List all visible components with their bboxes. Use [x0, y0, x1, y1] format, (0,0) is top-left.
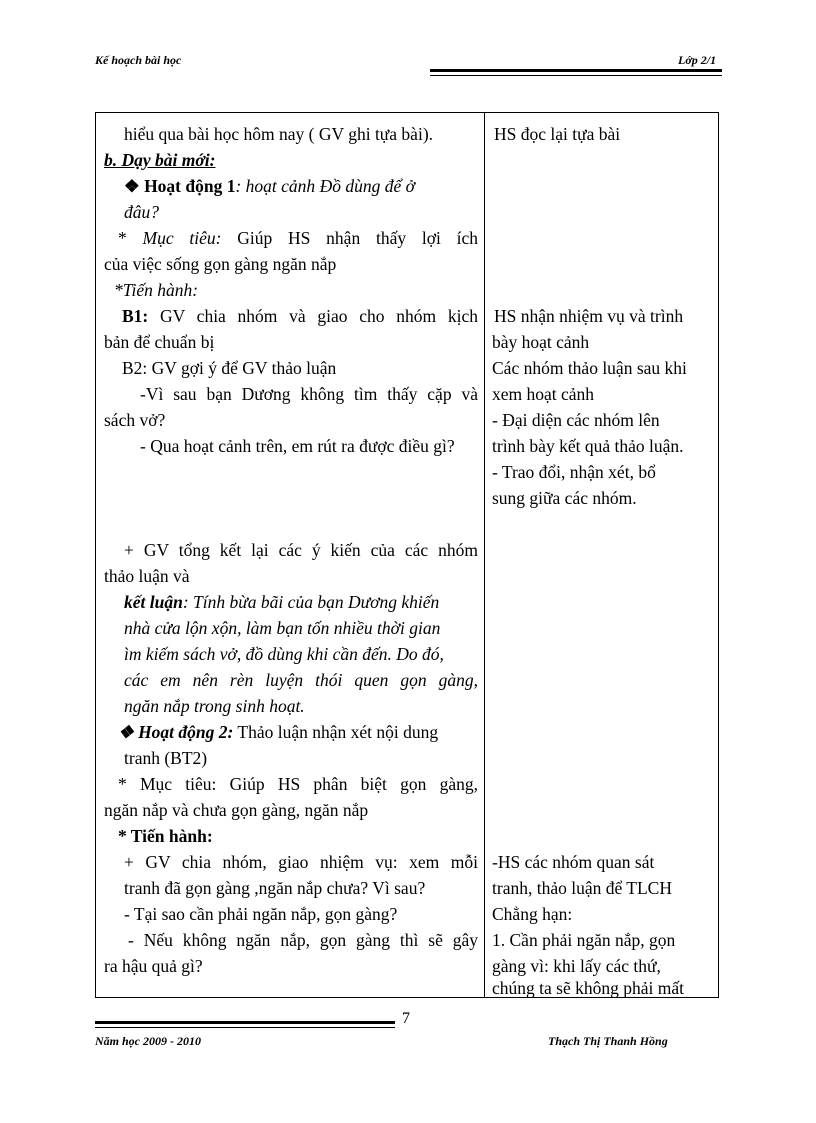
- teacher-line: + GV tổng kết lại các ý kiến của các nhóm: [124, 540, 478, 560]
- conclusion: kết luận: Tính bừa bãi của bạn Dương khiến: [124, 592, 440, 612]
- header-class: Lớp 2/1: [678, 53, 717, 67]
- objective-1: * Mục tiêu: Giúp HS nhận thấy lợi ích: [118, 228, 479, 248]
- activity-1-heading: ❖ Hoạt động 1: hoạt cảnh Đồ dùng để ở: [124, 176, 415, 196]
- student-line: chúng ta sẽ không phải mất: [492, 978, 684, 998]
- student-line: Chẳng hạn:: [492, 904, 573, 924]
- student-line: -HS các nhóm quan sát: [492, 852, 655, 872]
- procedure-heading: *Tiến hành:: [114, 280, 199, 300]
- student-line: bày hoạt cảnh: [492, 332, 590, 352]
- teacher-line: ra hậu quả gì?: [104, 956, 203, 976]
- teacher-line: + GV chia nhóm, giao nhiệm vụ: xem mỗi: [124, 852, 478, 872]
- question: - Qua hoạt cảnh trên, em rút ra được điều gì?: [140, 436, 455, 456]
- student-line: tranh, thảo luận để TLCH: [492, 878, 672, 898]
- teacher-line: ngăn nắp và chưa gọn gàng, ngăn nắp: [104, 800, 369, 820]
- teacher-line: hiểu qua bài học hôm nay ( GV ghi tựa bài).: [124, 124, 434, 144]
- page-number: 7: [402, 1010, 410, 1027]
- student-line: 1. Cần phải ngăn nắp, gọn: [492, 930, 676, 950]
- student-line: HS nhận nhiệm vụ và trình: [494, 306, 684, 326]
- student-line: HS đọc lại tựa bài: [494, 124, 621, 144]
- teacher-line: tranh đã gọn gàng ,ngăn nắp chưa? Vì sau?: [124, 878, 426, 898]
- teacher-line: thảo luận và: [104, 566, 190, 586]
- student-line: gàng vì: khi lấy các thứ,: [492, 956, 661, 976]
- conclusion-line: nhà cửa lộn xộn, làm bạn tốn nhiều thời gian: [124, 618, 441, 638]
- section-heading: b. Dạy bài mới:: [104, 150, 216, 170]
- teacher-line: tranh (BT2): [124, 748, 208, 768]
- conclusion-line: ngăn nắp trong sinh hoạt.: [124, 696, 305, 716]
- footer-rule-thin: [95, 1027, 395, 1028]
- student-line: - Trao đổi, nhận xét, bổ: [492, 462, 656, 482]
- activity-2-heading: ❖ Hoạt động 2: Thảo luận nhận xét nội dung: [118, 722, 439, 742]
- procedure-heading: * Tiến hành:: [118, 826, 213, 846]
- footer-author: Thạch Thị Thanh Hồng: [548, 1034, 668, 1048]
- question: -Vì sau bạn Dương không tìm thấy cặp và: [140, 384, 478, 404]
- teacher-line: bản để chuẩn bị: [104, 332, 215, 352]
- question: - Nếu không ngăn nắp, gọn gàng thì sẽ gây: [128, 930, 478, 950]
- student-line: trình bày kết quả thảo luận.: [492, 436, 684, 456]
- header-lesson-plan: Kế hoạch bài học: [95, 53, 182, 67]
- teacher-line: của việc sống gọn gàng ngăn nắp: [104, 254, 337, 274]
- header-rule-thin: [430, 75, 722, 76]
- objective-2: * Mục tiêu: Giúp HS phân biệt gọn gàng,: [118, 774, 478, 794]
- footer-school-year: Năm học 2009 - 2010: [95, 1034, 201, 1048]
- student-line: xem hoạt cảnh: [492, 384, 595, 404]
- footer-rule-thick: [95, 1021, 395, 1024]
- student-line: Các nhóm thảo luận sau khi: [492, 358, 687, 378]
- question: - Tại sao cần phải ngăn nắp, gọn gàng?: [124, 904, 398, 924]
- step-b2: B2: GV gợi ý để GV thảo luận: [122, 358, 337, 378]
- student-line: - Đại diện các nhóm lên: [492, 410, 660, 430]
- lesson-table: [95, 112, 719, 998]
- teacher-line: đâu?: [124, 202, 159, 222]
- column-divider: [484, 113, 485, 997]
- conclusion-line: các em nên rèn luyện thói quen gọn gàng,: [124, 670, 478, 690]
- teacher-line: sách vở?: [104, 410, 166, 430]
- header-rule-thick: [430, 69, 722, 72]
- conclusion-line: ìm kiếm sách vở, đồ dùng khi cần đến. Do đó,: [124, 644, 444, 664]
- step-b1: B1: GV chia nhóm và giao cho nhóm kịch: [122, 306, 478, 326]
- student-line: sung giữa các nhóm.: [492, 488, 637, 508]
